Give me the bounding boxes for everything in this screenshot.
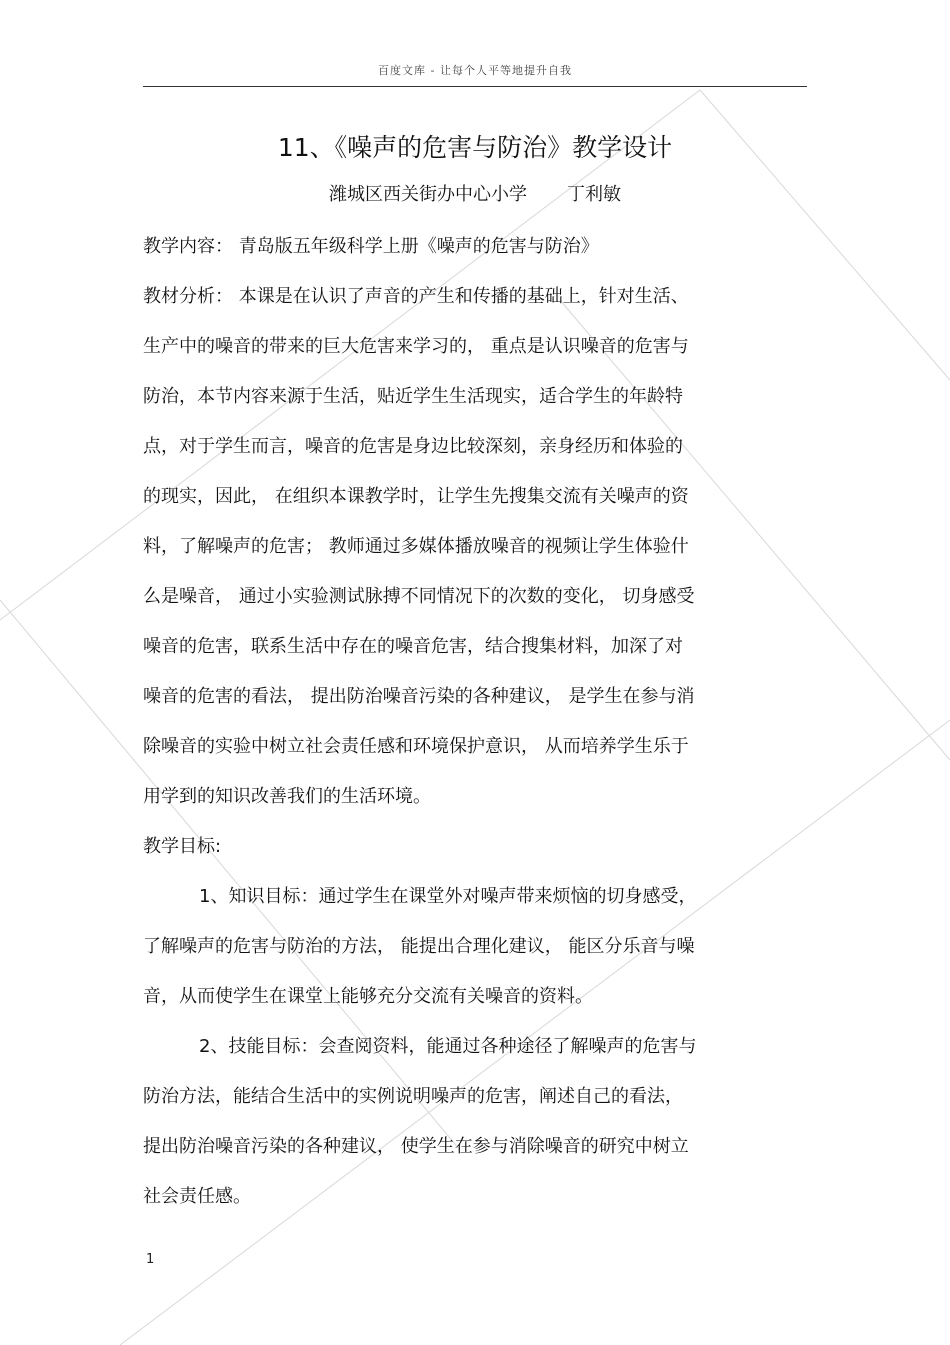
body-line: 的现实，因此， 在组织本课教学时，让学生先搜集交流有关噪声的资 (143, 486, 689, 507)
body-line: 音，从而使学生在课堂上能够充分交流有关噪音的资料。 (143, 986, 593, 1007)
body-line: 除噪音的实验中树立社会责任感和环境保护意识， 从而培养学生乐于 (143, 736, 689, 757)
body-line: 用学到的知识改善我们的生活环境。 (143, 786, 431, 807)
document-title: 11、《噪声的危害与防治》教学设计 (277, 133, 673, 162)
body-line: 了解噪声的危害与防治的方法， 能提出合理化建议， 能区分乐音与噪 (143, 936, 695, 957)
document-body (143, 222, 807, 1222)
header-rule (143, 86, 807, 87)
body-line: 提出防治噪音污染的各种建议， 使学生在参与消除噪音的研究中树立 (143, 1136, 689, 1157)
body-line: 教学目标: (143, 836, 222, 857)
body-line: 噪音的危害的看法， 提出防治噪音污染的各种建议， 是学生在参与消 (143, 686, 695, 707)
body-line: 教学内容： 青岛版五年级科学上册《噪声的危害与防治》 (143, 236, 599, 257)
page-number: 1 (146, 1252, 155, 1267)
body-line: 教材分析： 本课是在认识了声音的产生和传播的基础上，针对生活、 (143, 286, 689, 307)
body-line: 点，对于学生而言，噪音的危害是身边比较深刻，亲身经历和体验的 (143, 436, 683, 457)
page-header: 百度文库 - 让每个人平等地提升自我 (378, 64, 572, 77)
body-line: 噪音的危害，联系生活中存在的噪音危害，结合搜集材料，加深了对 (143, 636, 683, 657)
body-line: 料，了解噪声的危害； 教师通过多媒体播放噪音的视频让学生体验什 (143, 536, 689, 557)
author-name: 丁利敏 (567, 184, 621, 205)
body-line: 么是噪音， 通过小实验测试脉搏不同情况下的次数的变化， 切身感受 (143, 586, 695, 607)
body-line: 社会责任感。 (143, 1186, 251, 1207)
body-line: 1、知识目标：通过学生在课堂外对噪声带来烦恼的切身感受， (199, 886, 697, 907)
body-line: 防治方法，能结合生活中的实例说明噪声的危害，阐述自己的看法， (143, 1086, 683, 1107)
body-line: 生产中的噪音的带来的巨大危害来学习的， 重点是认识噪音的危害与 (143, 336, 689, 357)
body-line: 防治，本节内容来源于生活，贴近学生生活现实，适合学生的年龄特 (143, 386, 683, 407)
author-school: 潍城区西关街办中心小学 (329, 184, 527, 205)
author-line (143, 180, 807, 206)
body-line: 2、技能目标：会查阅资料，能通过各种途径了解噪声的危害与 (199, 1036, 697, 1057)
